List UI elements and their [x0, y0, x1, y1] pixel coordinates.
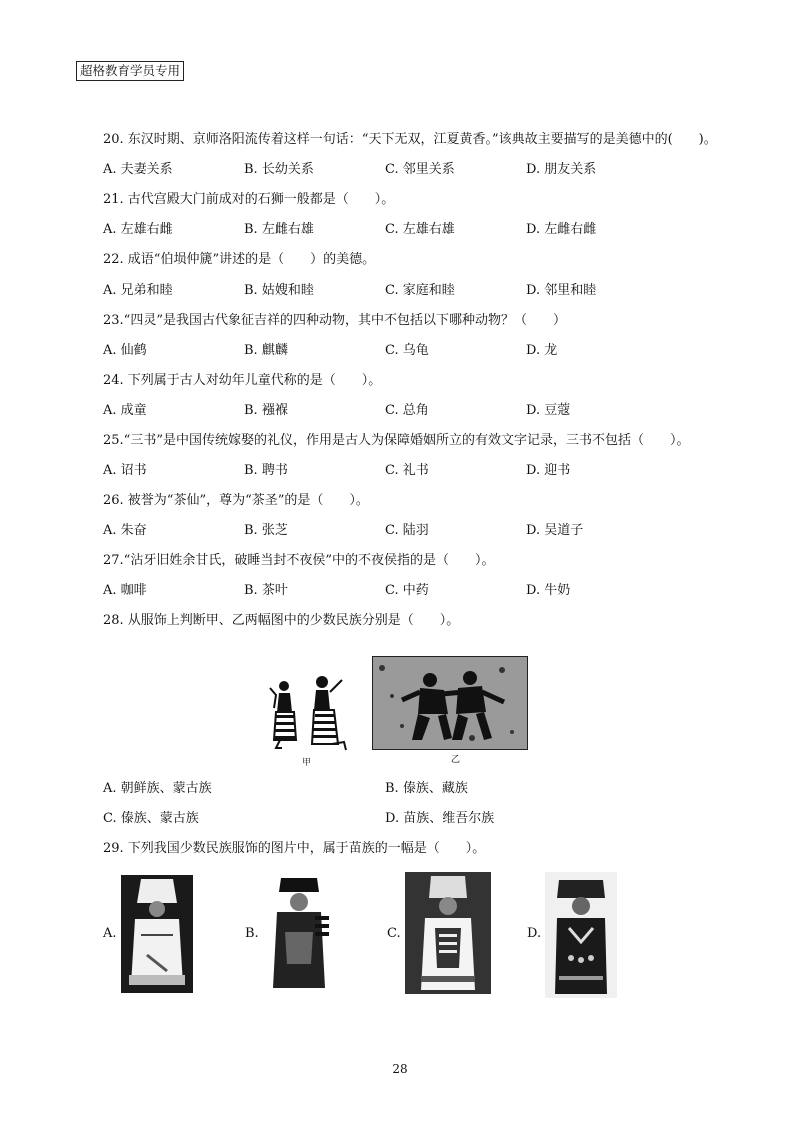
- question-29-stem: 29. 下列我国少数民族服饰的图片中，属于苗族的一幅是（ ）。: [103, 841, 486, 856]
- q29-photo-c-label: C.: [387, 926, 401, 941]
- q22-option-c: C. 家庭和睦: [385, 283, 455, 298]
- q29-photo-b-label: B.: [245, 926, 259, 941]
- question-25-stem: 25.“三书”是中国传统嫁娶的礼仪，作用是古人为保障婚姻所立的有效文字记录，三书不包括（ ）。: [103, 433, 690, 448]
- q21-option-c: C. 左雄右雄: [385, 222, 455, 237]
- question-21-stem: 21. 古代宫殿大门前成对的石狮一般都是（ ）。: [103, 192, 395, 207]
- question-22-stem: 22. 成语“伯埙仲篪”讲述的是（ ）的美德。: [103, 252, 376, 267]
- page-number: 28: [392, 1062, 408, 1076]
- q28-option-d: D. 苗族、维吾尔族: [385, 811, 495, 826]
- header-label: 超格教育学员专用: [76, 61, 184, 81]
- q24-option-d: D. 豆蔻: [526, 403, 571, 418]
- question-23-stem: 23.“四灵”是我国古代象征吉祥的四种动物，其中不包括以下哪种动物？（ ）: [103, 313, 566, 328]
- q25-option-b: B. 聘书: [244, 463, 288, 478]
- q24-option-b: B. 襁褓: [244, 403, 288, 418]
- q29-photo-b: [263, 872, 335, 992]
- figure-jia-dancers: [262, 660, 362, 764]
- q23-option-a: A. 仙鹤: [103, 343, 147, 358]
- q28-option-a: A. 朝鲜族、蒙古族: [103, 781, 212, 796]
- q22-option-a: A. 兄弟和睦: [103, 283, 173, 298]
- q27-option-d: D. 牛奶: [526, 583, 571, 598]
- q24-option-a: A. 成童: [103, 403, 147, 418]
- q21-option-b: B. 左雌右雄: [244, 222, 314, 237]
- question-28-stem: 28. 从服饰上判断甲、乙两幅图中的少数民族分别是（ ）。: [103, 613, 460, 628]
- q25-option-c: C. 礼书: [385, 463, 429, 478]
- q25-option-a: A. 诏书: [103, 463, 147, 478]
- q29-photo-a: [121, 875, 193, 993]
- q27-option-b: B. 茶叶: [244, 583, 288, 598]
- q27-option-c: C. 中药: [385, 583, 429, 598]
- q20-option-d: D. 朋友关系: [526, 162, 597, 177]
- question-27-stem: 27.“沾牙旧姓余甘氏，破睡当封不夜侯”中的不夜侯指的是（ ）。: [103, 553, 495, 568]
- q22-option-d: D. 邻里和睦: [526, 283, 597, 298]
- q20-option-c: C. 邻里关系: [385, 162, 455, 177]
- q26-option-a: A. 朱奋: [103, 523, 147, 538]
- figure-yi-wrestlers: [372, 656, 528, 750]
- q22-option-b: B. 姑嫂和睦: [244, 283, 314, 298]
- q23-option-c: C. 乌龟: [385, 343, 429, 358]
- q26-option-b: B. 张芝: [244, 523, 288, 538]
- q23-option-b: B. 麒麟: [244, 343, 288, 358]
- q28-option-b: B. 傣族、藏族: [385, 781, 468, 796]
- q20-option-a: A. 夫妻关系: [103, 162, 173, 177]
- q23-option-d: D. 龙: [526, 343, 558, 358]
- q29-photo-a-label: A.: [103, 926, 117, 941]
- question-20-stem: 20. 东汉时期、京师洛阳流传着这样一句话：“天下无双，江夏黄香。”该典故主要描写的是美德中的( )。: [103, 132, 717, 147]
- question-24-stem: 24. 下列属于古人对幼年儿童代称的是（ ）。: [103, 373, 382, 388]
- question-26-stem: 26. 被誉为“茶仙”，尊为“茶圣”的是（ ）。: [103, 493, 369, 508]
- figure-yi-label: 乙: [451, 755, 461, 765]
- q26-option-c: C. 陆羽: [385, 523, 429, 538]
- q21-option-a: A. 左雄右雌: [103, 222, 173, 237]
- q28-option-c: C. 傣族、蒙古族: [103, 811, 199, 826]
- q21-option-d: D. 左雌右雌: [526, 222, 597, 237]
- q24-option-c: C. 总角: [385, 403, 429, 418]
- q20-option-b: B. 长幼关系: [244, 162, 314, 177]
- figure-jia-label: 甲: [302, 758, 312, 768]
- q26-option-d: D. 吴道子: [526, 523, 584, 538]
- q29-photo-c: [405, 872, 491, 994]
- q29-photo-d: [545, 872, 617, 998]
- q25-option-d: D. 迎书: [526, 463, 571, 478]
- q29-photo-d-label: D.: [527, 926, 542, 941]
- q27-option-a: A. 咖啡: [103, 583, 147, 598]
